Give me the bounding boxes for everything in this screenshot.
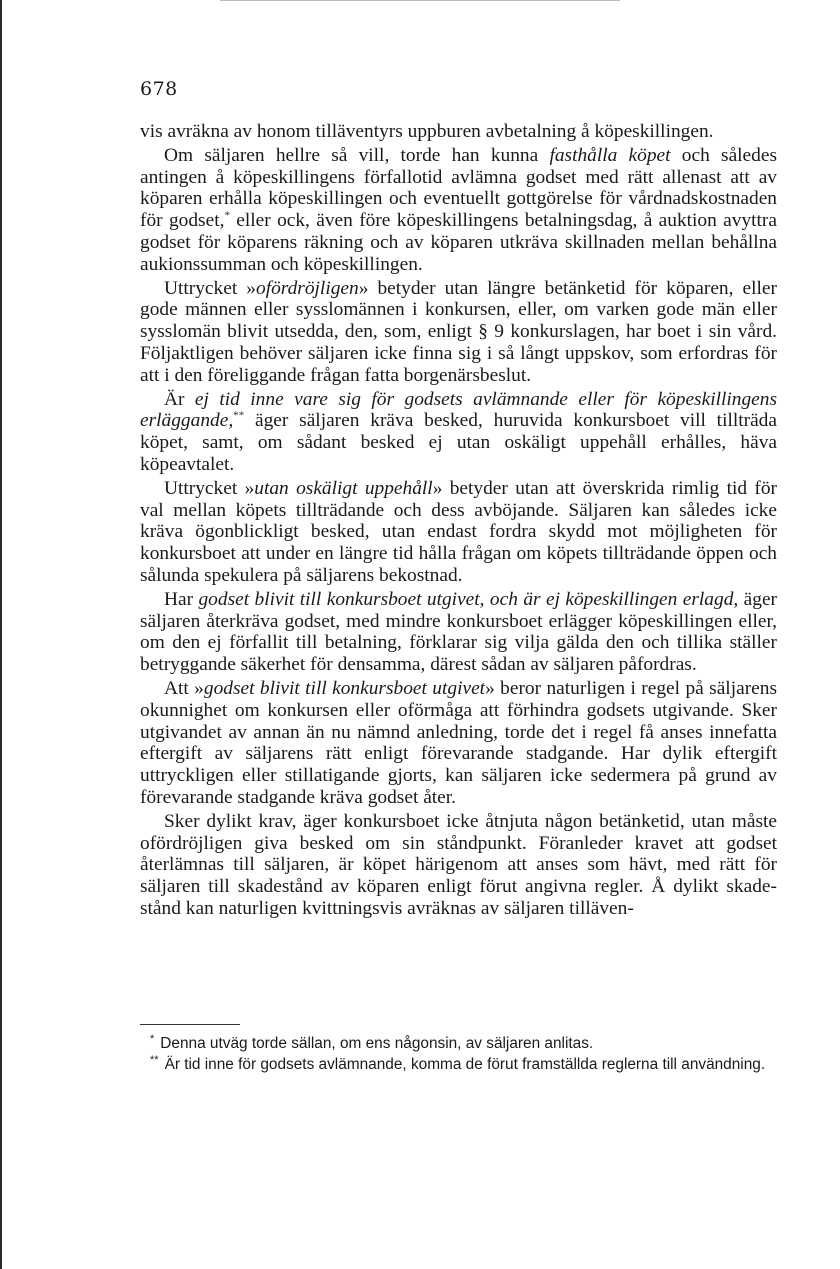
text-run: äger säljaren återkräva godset, med mindre konkursboet erlägger köpeskillingen eller, om den ej förfallit till betalning, förklarar sig vilja gälda den och tillika ställer betryggande säkerhet för densamma, därest sådan av säljaren påfordras. — [140, 588, 778, 676]
text-run: » betyder utan längre betänketid för köparen, eller gode männen eller sysslomännen i konkursen, eller, om varken gode män eller sysslomän blivit utsedda, den, som, enligt § 9 konkurslagen, har boet i sin vård. Följaktligen behöver säljaren icke finna sig i så långt uppskov, som erfordras för att i den föreliggande frågan fatta borgenärsbeslut. — [140, 277, 777, 386]
paragraph-6 — [140, 678, 777, 809]
scan-top-edge — [220, 0, 620, 1]
paragraph-7 — [140, 811, 777, 920]
text-run: Att » — [164, 677, 204, 699]
italic-phrase: fasthålla köpet — [549, 144, 671, 166]
footnote-0 — [140, 1034, 777, 1053]
text-run: Har — [164, 588, 199, 610]
footnote-ref: ** — [233, 409, 245, 422]
paragraph-2 — [140, 278, 777, 387]
footnote-ref: * — [224, 209, 230, 222]
paragraph-5 — [140, 589, 777, 676]
text-run: och således antingen å köpeskillingens förfallotid avlämna godset med rätt allenast att av köparen erhålla köpeskillingen och eventuellt gottgörelse för vårdnadskostnaden för godset, — [140, 144, 778, 232]
footnote-mark: ** — [150, 1053, 159, 1066]
italic-phrase: utan oskäligt uppehåll — [254, 477, 433, 499]
text-run: Uttrycket » — [164, 477, 255, 499]
footnotes — [140, 1034, 777, 1076]
text-run: Är — [164, 388, 195, 410]
text-run: eller ock, även före köpeskillingens betalningsdag, å auktion avyttra godset för köparens räkning och av köparen utkräva skillnaden mellan behållna aukionssumman och köpeskillingen. — [140, 210, 777, 275]
footnote-text: Är tid inne för godsets avlämnande, komma de förut framställda reglerna till användning. — [164, 1056, 766, 1073]
text-run: » beror naturligen i regel på säljarens okunnighet om konkursen eller oförmåga att förhindra godsets utgivande. Sker utgivandet av annan än nu nämnd anledning, torde det i regel få anses innefatta eftergift av säljarens rätt enligt förevarande stadgande. Har dylik eftergift uttryckligen eller stillatigande gjorts, kan säljaren icke sedermera på grund av förevarande stadgande kräva godset åter. — [140, 677, 777, 808]
text-run: äger säljaren kräva besked, huruvida konkursboet vill tillträda köpet, samt, om sådant besked ej utan oskäligt uppehåll erhålles, häva köpeavtalet. — [140, 410, 777, 475]
italic-phrase: ej tid inne vare sig för godsets avlämnande eller för köpeskillingens erläggande, — [140, 388, 777, 432]
footnote-text: Denna utväg torde sällan, om ens någonsin, av säljaren anlitas. — [160, 1035, 594, 1052]
body-text — [140, 121, 777, 920]
text-run: Sker dylikt krav, äger konkursboet icke åtnjuta någon betänketid, utan måste ofördröjligen giva besked om sin ståndpunkt. Föranleder kravet att godset återlämnas till säljaren, är köpet härigenom att anses som hävt, med rätt för säljaren till skadestånd av köparen enligt förut angivna regler. Å dylikt skadestånd kan naturligen kvittningsvis avräknas av säljaren tilläven- — [140, 810, 777, 919]
text-run: » betyder utan att överskrida rimlig tid för val mellan köpets tillträdande och dess avböjande. Säljaren kan således icke kräva ögonblickligt besked, utan endast fordra skydd mot möjligheten för konkursboet att under en längre tid hålla frågan om köpets tillträdande öppen och sålunda spekulera på säljarens bekostnad. — [140, 477, 777, 586]
italic-phrase: ofördröjligen — [256, 277, 359, 299]
footnote-rule — [140, 1024, 240, 1025]
text-run: vis avräkna av honom tilläventyrs uppburen avbetalning å köpeskillingen. — [140, 121, 714, 142]
italic-phrase: godset blivit till konkursboet utgivet — [203, 677, 486, 699]
footnote-1 — [140, 1055, 777, 1074]
page-number: 678 — [140, 78, 178, 100]
italic-phrase: godset blivit till konkursboet utgivet, och är ej köpeskillingen erlagd, — [198, 588, 739, 610]
paragraph-3 — [140, 389, 777, 476]
footnote-mark: * — [150, 1032, 155, 1045]
paragraph-0 — [140, 121, 777, 143]
text-run: Om säljaren hellre så vill, torde han kunna — [164, 144, 550, 166]
paragraph-4 — [140, 478, 777, 587]
paragraph-1 — [140, 145, 777, 276]
text-run: Uttrycket » — [164, 277, 256, 299]
scan-left-edge — [0, 0, 2, 1269]
